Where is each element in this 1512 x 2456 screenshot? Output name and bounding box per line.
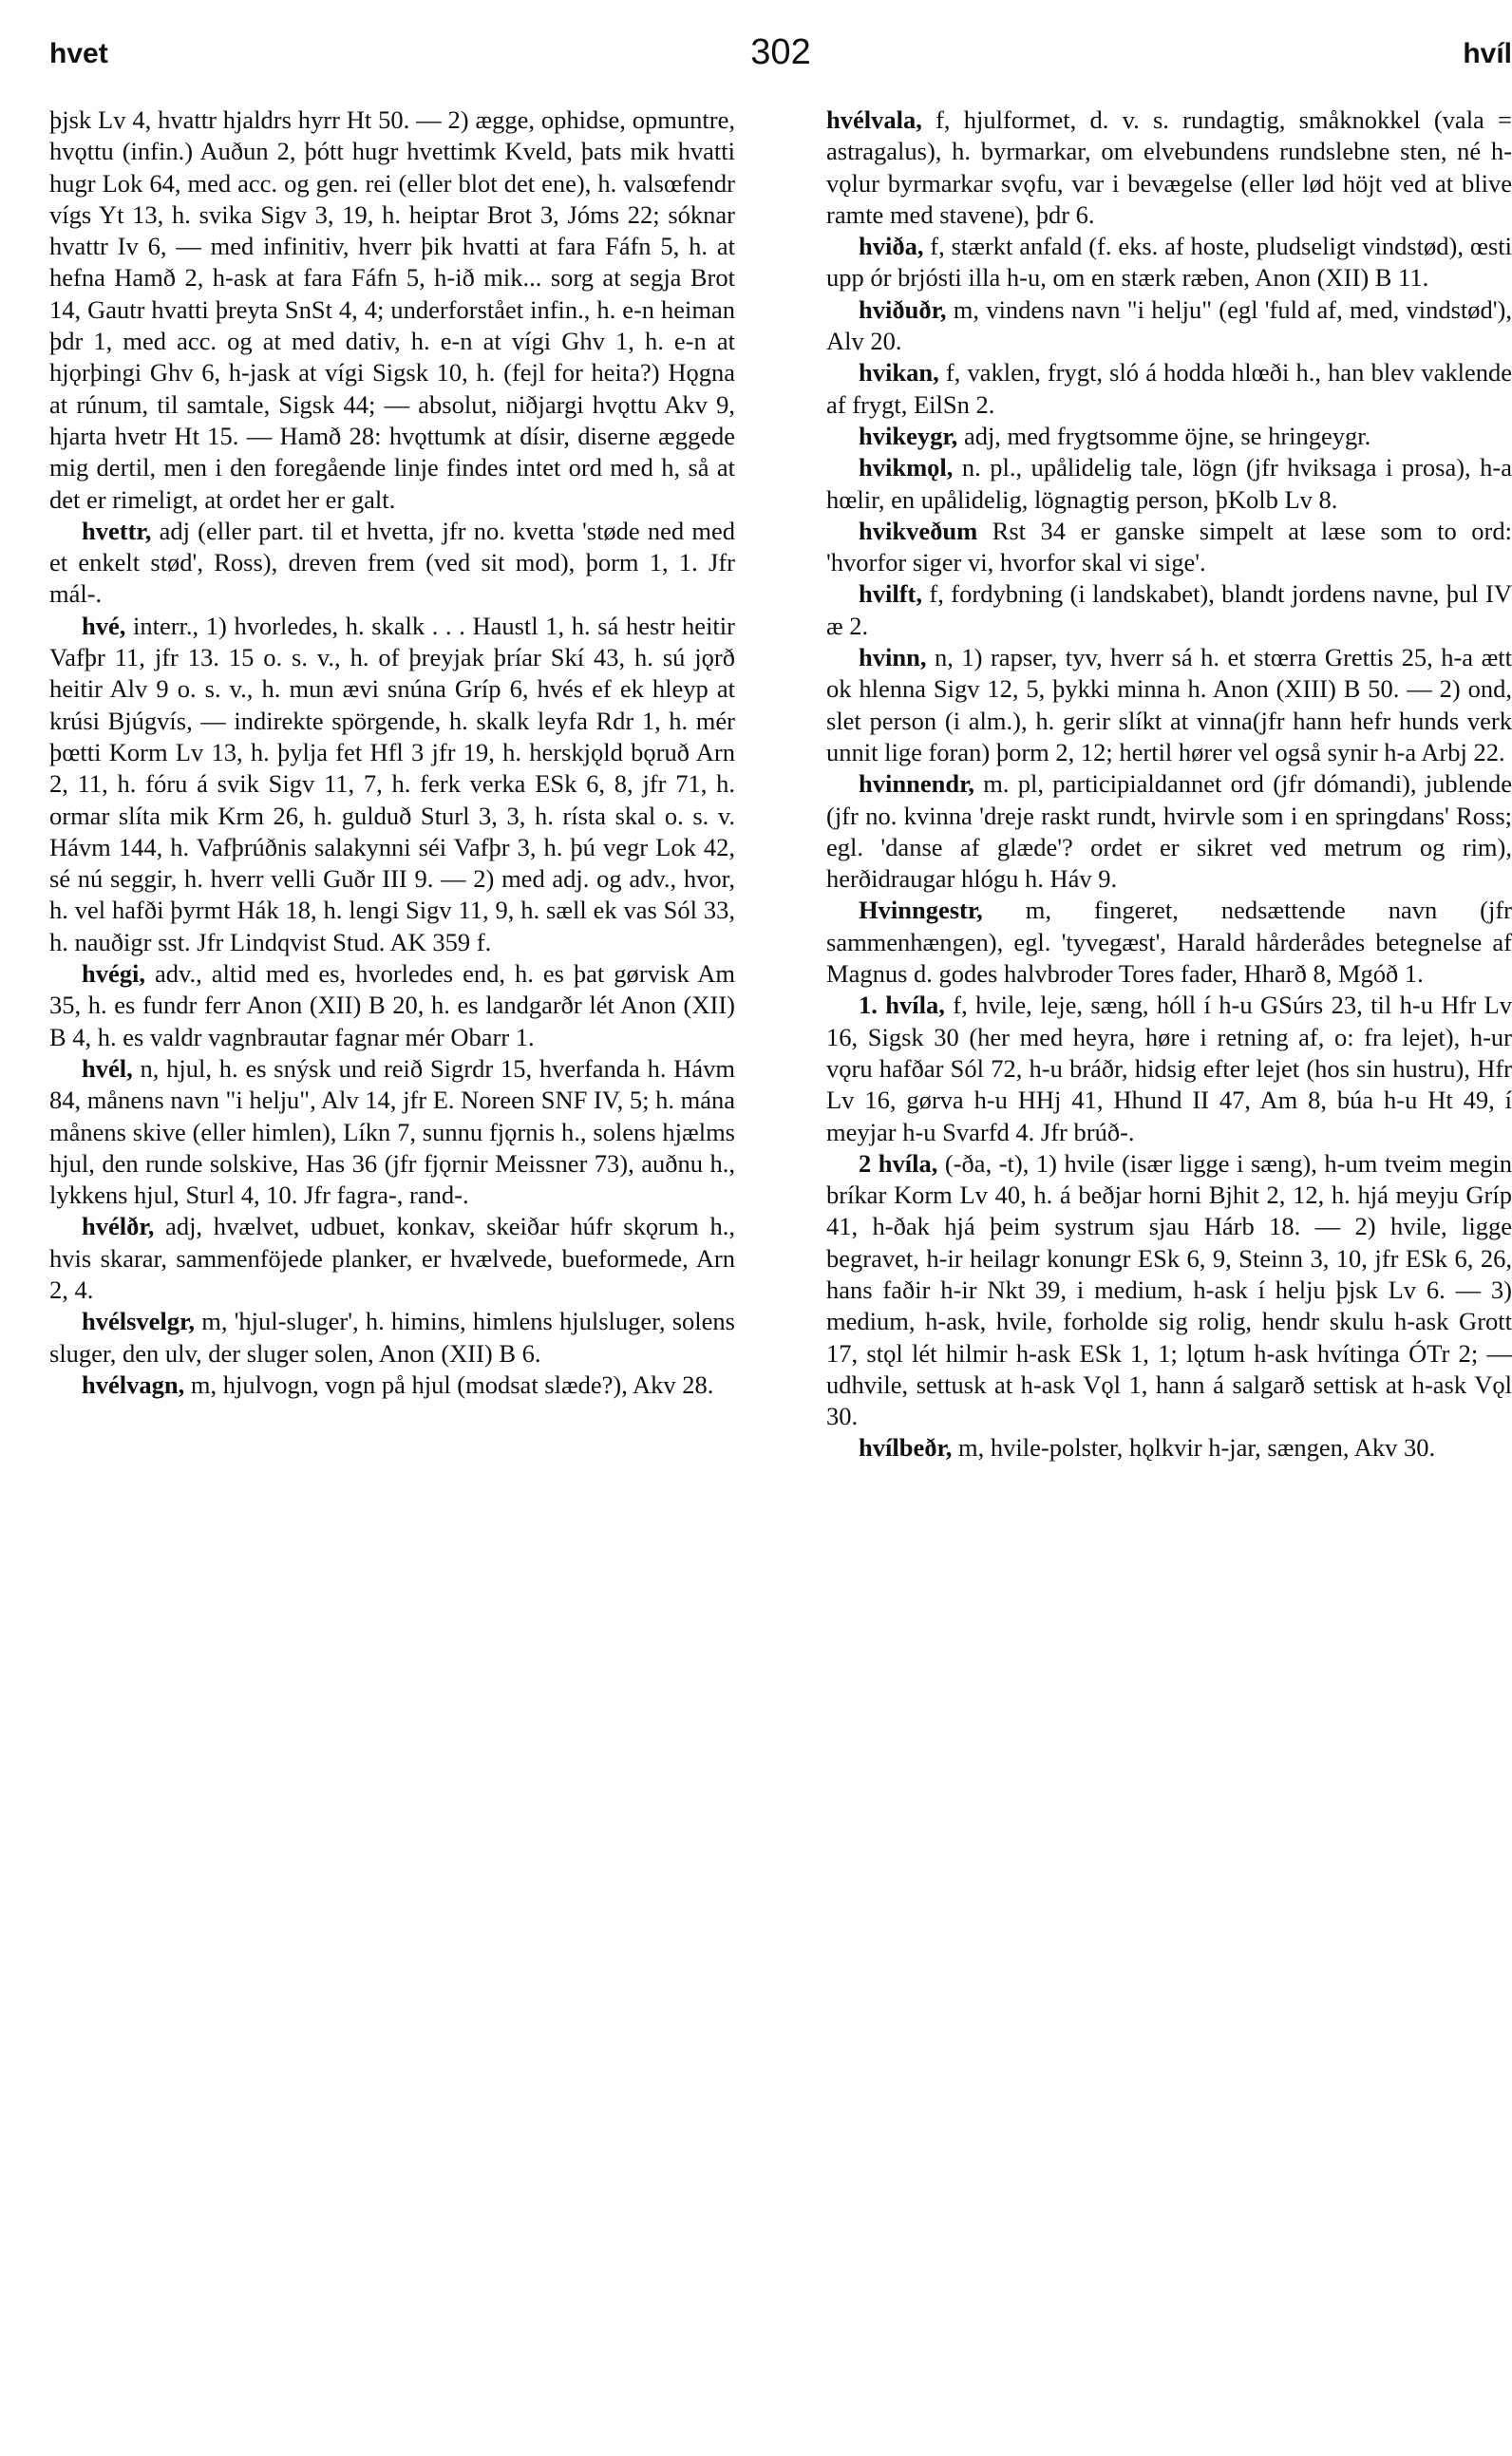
entry-text: m, hvile-polster, hǫlkvir h-jar, sængen, Akv 30. [952,1433,1436,1463]
headword: hvilft, [859,579,922,609]
headword: hvinn, [859,643,927,672]
entry-text: f, vaklen, frygt, sló á hodda hlœði h., han blev vaklende af frygt, EilSn 2. [826,358,1512,419]
dictionary-entry [49,958,735,1053]
dictionary-entry [826,578,1512,642]
entry-text: adj, med frygtsomme öjne, se hringeygr. [957,421,1371,450]
dictionary-entry [826,231,1512,294]
page-number: 302 [750,32,811,72]
dictionary-entry [49,1370,735,1401]
entry-continuation [49,104,735,516]
dictionary-entry [49,1053,735,1211]
entry-text: adj, hvælvet, udbuet, konkav, skeiðar húfr skǫrum h., hvis skarar, sammenföjede planker, er hvælvede, bueformede, Arn 2, 4. [49,1212,735,1304]
headword: hvégi, [82,959,145,989]
entry-text: m, hjulvogn, vogn på hjul (modsat slæde?), Akv 28. [184,1370,714,1399]
entry-text: þjsk Lv 4, hvattr hjaldrs hyrr Ht 50. — 2) ægge, ophidse, opmuntre, hvǫttu (infin.) Auðun 2, þótt hugr hvettimk Kveld, þats mik hvatti hugr Lok 64, med acc. og gen. rei (eller blot det ene), h. valsœfendr vígs Yt 13, h. svika Sigv 3, 19, h. heiptar Brot 3, Jóms 22; sóknar hvattr Iv 6, — med infinitiv, hverr þik hvatti at fara Fáfn 5, h. at hefna Hamð 2, h-ask at fara Fáfn 5, h-ið mik... sorg at segja Brot 14, Gautr hvatti þreyta SnSt 4, 4; underforstået infin., h. e-n heiman þdr 1, med acc. og at med dativ, h. e-n at vígi Ghv 1, h. e-n at hjǫrþingi Ghv 6, h-jask at vígi Sigsk 10, h. (fejl for heita?) Hǫgna at rúnum, til samtale, Sigsk 44; — absolut, niðjargi hvǫttu Akv 9, hjarta hvetr Ht 15. — Hamð 28: hvǫttumk at dísir, diserne æggede mig dertil, men i den foregående linje findes intet ord med h, så at det er rimeligt, at ordet her er galt. [49,105,735,514]
dictionary-entry [826,1148,1512,1433]
entry-text: m, fingeret, nedsættende navn (jfr sammenhængen), egl. 'tyvegæst', Harald hårderådes betegnelse af Magnus d. godes halvbroder Tores fader, Hharð 8, Mgóð 1. [826,896,1512,989]
entry-text: m, 'hjul-sluger', h. himins, himlens hjulsluger, solens sluger, den ulv, der sluger solen, Anon (XII) B 6. [49,1307,735,1368]
entry-text: f, fordybning (i landskabet), blandt jordens navne, þul IV æ 2. [826,579,1512,640]
header-first-word: hvet [49,38,108,69]
header-last-word: hvíl [1463,38,1512,69]
dictionary-entry [826,516,1512,579]
entry-text: f, hjulformet, d. v. s. rundagtig, småknokkel (vala = astragalus), h. byrmarkar, om elvebundens rundslebne sten, né h-vǫlur byrmarkar svǫfu, var i bevægelse (eller lød höjt ved at blive ramte med stavene), þdr 6. [826,105,1512,229]
dictionary-entry [49,1306,735,1370]
dictionary-entry [49,516,735,611]
headword: hvinnendr, [859,769,975,799]
dictionary-entry [49,1211,735,1306]
left-column [49,104,735,1464]
headword: hvikeygr, [859,421,958,450]
dictionary-page [49,27,1512,2429]
entry-text: n. pl., upålidelig tale, lögn (jfr hviksaga i prosa), h-a hœlir, en upålidelig, lögnagtig person, þKolb Lv 8. [826,453,1512,514]
two-column-body [49,104,1512,1464]
headword: hvé, [82,611,126,640]
headword: hvikmǫl, [859,453,954,482]
headword: hviða, [859,232,924,261]
dictionary-entry [826,1432,1512,1464]
entry-text: f, hvile, leje, sæng, hóll í h-u GSúrs 23, til h-u Hfr Lv 16, Sigsk 30 (her med heyra, høre i retning af, o: fra lejet), h-ur vǫru hafðar Sól 72, h-u bráðr, hidsig efter lejet (hos sin hustru), Hfr Lv 16, gørva h-u HHj 41, Hhund II 47, Am 8, búa h-u Ht 49, í meyjar h-u Svarfd 4. Jfr brúð-. [826,991,1512,1146]
dictionary-entry [826,452,1512,516]
entry-text: m. pl, participialdannet ord (jfr dómandi), jublende (jfr no. kvinna 'dreje raskt rundt, hvirvle som i en springdans' Ross; egl. 'danse af glæde'? ordet er sikret ved metrum og rim), herðidraugar hlógu h. Háv 9. [826,769,1512,894]
page-header [49,27,1512,93]
entry-text: interr., 1) hvorledes, h. skalk . . . Haustl 1, h. sá hestr heitir Vafþr 11, jfr 13. 15 o. s. v., h. of þreyjak þríar Skí 43, h. sú jǫrð heitir Alv 9 o. s. v., h. mun ævi snúna Gríp 6, hvés ef ek hleyp at krúsi Bjúgvís, — indirekte spörgende, h. skalk leyfa Rdr 1, h. mér þœtti Korm Lv 13, h. þylja fet Hfl 3 jfr 19, h. herskjǫld bǫruð Arn 2, 11, h. fóru á svik Sigv 11, 7, h. ferk verka ESk 6, 8, jfr 71, h. ormar slíta mik Krm 26, h. gulduð Sturl 3, 3, h. rísta skal o. s. v. Hávm 144, h. Vafþrúðnis salakynni séi Vafþr 3, h. þú vegr Lok 42, sé nú seggir, h. hverr velli Guðr III 9. — 2) med adj. og adv., hvor, h. vel hafði þyrmt Hák 18, h. lengi Sigv 11, 9, h. sæll ek vas Sól 33, h. nauðigr sst. Jfr Lindqvist Stud. AK 359 f. [49,611,735,956]
dictionary-entry [826,104,1512,231]
entry-text: adv., altid med es, hvorledes end, h. es þat gørvisk Am 35, h. es fundr ferr Anon (XII) B 20, h. es landgarðr lét Anon (XII) B 4, h. es valdr vagnbrautar fagnar mér Obarr 1. [49,959,735,1051]
headword: hvikveðum [859,516,978,545]
headword: hviðuðr, [859,294,947,324]
headword: hvettr, [82,516,152,545]
entry-text: Rst 34 er ganske simpelt at læse som to ord: 'hvorfor siger vi, hvorfor skal vi sige'. [826,516,1512,577]
headword: hvélvala, [826,105,922,134]
headword: hvél, [82,1053,133,1083]
headword: hvélðr, [82,1212,155,1241]
headword: hvélsvelgr, [82,1307,196,1336]
entry-text: m, vindens navn "i helju" (egl 'fuld af, med, vindstød'), Alv 20. [826,294,1512,356]
entry-text: n, hjul, h. es snýsk und reið Sigrdr 15, hverfanda h. Hávm 84, månens navn "i helju", Alv 14, jfr E. Noreen SNF IV, 5; h. mána månens skive (eller himlen), Líkn 7, sunnu fjǫrnis h., solens hjælms hjul, den runde solskive, Has 36 (jfr fjǫrnir Meissner 73), auðnu h., lykkens hjul, Sturl 4, 10. Jfr fagra-, rand-. [49,1053,735,1210]
dictionary-entry [826,294,1512,358]
headword: 2 hvíla, [859,1148,938,1178]
headword: 1. hvíla, [859,991,945,1020]
dictionary-entry [826,895,1512,990]
dictionary-entry [826,768,1512,895]
dictionary-entry [826,642,1512,768]
dictionary-entry [826,990,1512,1147]
right-column [826,104,1512,1464]
dictionary-entry [826,421,1512,452]
entry-text: (-ða, -t), 1) hvile (især ligge i sæng), h-um tveim megin bríkar Korm Lv 40, h. á beðjar horni Bjhit 2, 12, h. hjá meyju Gríp 41, h-ðak hjá þeim systrum sjau Hárb 18. — 2) hvile, ligge begravet, h-ir heilagr konungr ESk 6, 9, Steinn 3, 10, jfr ESk 6, 26, hans faðir h-ir Nkt 39, i medium, h-ask í helju þjsk Lv 6. — 3) medium, h-ask, hvile, forholde sig rolig, hendr skulu h-ask Grott 17, stǫl lét hilmir h-ask ESk 1, 1; lǫtum h-ask hvítinga ÓTr 2; — udhvile, settusk at h-ask Vǫl 1, hann á salgarð settisk at h-ask Vǫl 30. [826,1148,1512,1431]
entry-text: adj (eller part. til et hvetta, jfr no. kvetta 'støde ned med et enkelt stød', Ross), dreven frem (ved sit mod), þorm 1, 1. Jfr mál-. [49,516,735,609]
headword: hvélvagn, [82,1370,185,1399]
headword: hvikan, [859,358,939,387]
entry-text: f, stærkt anfald (f. eks. af hoste, pludseligt vindstød), œsti upp ór brjósti illa h-u, om en stærk ræben, Anon (XII) B 11. [826,232,1512,293]
dictionary-entry [49,611,735,958]
entry-text: n, 1) rapser, tyv, hverr sá h. et stœrra Grettis 25, h-a ætt ok hlenna Sigv 12, 5, þykki minna h. Anon (XIII) B 50. — 2) ond, slet person (i alm.), h. gerir slíkt at vinna(jfr hann hefr hunds verk unnit lige foran) þorm 2, 12; hertil hører vel også synir h-a Arbj 22. [826,643,1512,766]
headword: Hvinngestr, [859,896,983,925]
dictionary-entry [826,357,1512,421]
headword: hvílbeðr, [859,1433,953,1463]
